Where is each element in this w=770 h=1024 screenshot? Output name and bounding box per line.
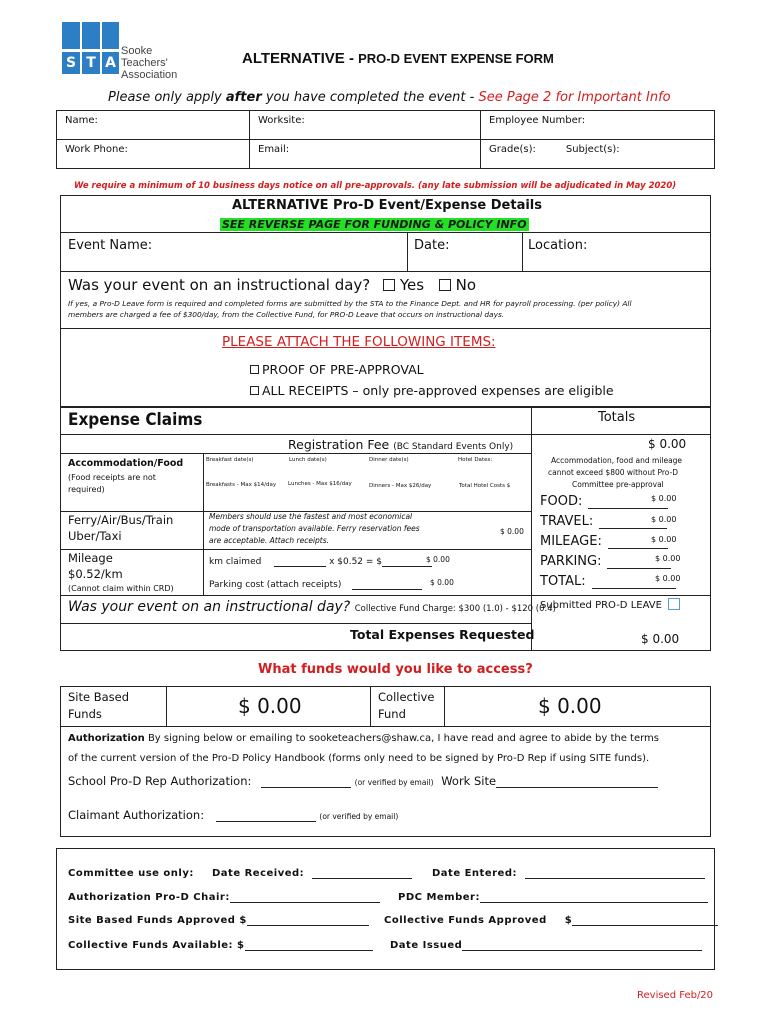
travel-total bbox=[540, 514, 667, 529]
work-phone-label: Work Phone: bbox=[65, 144, 128, 155]
worksite-label: Worksite: bbox=[258, 115, 305, 126]
claimant-signature[interactable] bbox=[216, 821, 316, 822]
no-checkbox[interactable] bbox=[439, 279, 451, 291]
verified-note-2: (or verified by email) bbox=[319, 812, 399, 821]
chair-row bbox=[68, 892, 380, 903]
km-value[interactable]: $ 0.00 bbox=[426, 555, 450, 564]
title-main: ALTERNATIVE bbox=[242, 50, 345, 67]
collective-approved-dollar: $ bbox=[564, 915, 573, 926]
accom-note-1: (Food receipts are not bbox=[68, 473, 156, 482]
total-label: TOTAL: bbox=[540, 574, 586, 589]
food-line bbox=[588, 508, 668, 509]
claims-line-reg bbox=[60, 434, 711, 435]
chair-label: Authorization Pro-D Chair: bbox=[68, 892, 230, 903]
logo-top-block bbox=[62, 22, 119, 49]
receipts-checkbox[interactable] bbox=[250, 386, 259, 395]
site-approved-input[interactable] bbox=[247, 925, 369, 926]
location-label[interactable]: Location: bbox=[528, 238, 588, 253]
school-rep-label: School Pro-D Rep Authorization: bbox=[68, 774, 252, 788]
date-received-label: Date Received: bbox=[212, 868, 305, 879]
accom-policy-3: Committee pre-approval bbox=[572, 480, 664, 489]
subtitle-bold: after bbox=[225, 90, 262, 105]
date-received-input[interactable] bbox=[312, 878, 412, 879]
mileage-vdivider bbox=[203, 549, 204, 595]
work-phone-field[interactable] bbox=[57, 140, 250, 169]
funds-vdivider-3 bbox=[444, 686, 445, 727]
submitted-leave bbox=[540, 598, 680, 611]
pdc-member-input[interactable] bbox=[480, 902, 708, 903]
subtitle-link: See Page 2 for Important Info bbox=[478, 90, 671, 105]
km-amount-input[interactable] bbox=[382, 566, 432, 567]
total-requested-value[interactable]: $ 0.00 bbox=[641, 632, 680, 646]
hotel-dates[interactable]: Hotel Dates: bbox=[458, 457, 493, 463]
name-label: Name: bbox=[65, 115, 98, 126]
date-issued-label: Date Issued bbox=[390, 940, 463, 951]
grades-label: Grade(s): bbox=[489, 144, 536, 155]
school-rep-row bbox=[68, 774, 658, 788]
collective-label-1: Collective bbox=[378, 690, 435, 704]
collective-approved-label: Collective Funds Approved bbox=[384, 915, 547, 926]
verified-note-1: (or verified by email) bbox=[354, 778, 434, 787]
claims-line-q2 bbox=[60, 595, 711, 596]
yes-checkbox[interactable] bbox=[383, 279, 395, 291]
proof-checkbox[interactable] bbox=[250, 365, 259, 374]
logo-letter-s: S bbox=[62, 52, 80, 74]
parking-cost-input[interactable] bbox=[352, 589, 422, 590]
mileage-total-value[interactable]: $ 0.00 bbox=[651, 535, 677, 544]
funds-vdivider-1 bbox=[166, 686, 167, 727]
travel-line bbox=[599, 528, 667, 529]
instructional-note-1: If yes, a Pro-D Leave form is required and completed forms are submitted by the STA to the Finance Dept. and HR for payroll processing. (per policy) All bbox=[68, 299, 632, 308]
date-entered bbox=[432, 868, 705, 879]
committee-use-only: Committee use only: bbox=[68, 868, 194, 879]
pdc-member-label: PDC Member: bbox=[398, 892, 480, 903]
mileage-label-3: (Cannot claim within CRD) bbox=[68, 584, 174, 593]
mileage-label-1: Mileage bbox=[68, 551, 113, 565]
total-requested-label: Total Expenses Requested bbox=[350, 627, 535, 642]
date-issued-input[interactable] bbox=[462, 950, 702, 951]
attach-heading: PLEASE ATTACH THE FOLLOWING ITEMS: bbox=[222, 334, 496, 350]
date-entered-label: Date Entered: bbox=[432, 868, 517, 879]
transport-vdivider bbox=[203, 511, 204, 549]
grade-subject-field[interactable] bbox=[481, 140, 715, 169]
info-table bbox=[56, 110, 715, 169]
logo-org-name bbox=[121, 45, 177, 81]
instructional-question-2-text: Was your event on an instructional day? bbox=[68, 599, 351, 615]
pdc-member-row bbox=[398, 892, 708, 903]
parking-total-label: PARKING: bbox=[540, 554, 602, 569]
attach-item-1 bbox=[250, 362, 424, 377]
travel-label: TRAVEL: bbox=[540, 514, 594, 529]
mileage-total bbox=[540, 534, 668, 549]
mileage-total-label: MILEAGE: bbox=[540, 534, 602, 549]
claims-heading: Expense Claims bbox=[68, 410, 203, 430]
date-issued-row bbox=[390, 940, 702, 951]
details-vdivider-1 bbox=[407, 232, 408, 271]
breakfast-date[interactable]: Breakfast date(s) bbox=[206, 457, 254, 463]
name-field[interactable] bbox=[57, 111, 250, 140]
logo-line-2: Teachers' bbox=[121, 57, 168, 69]
subtitle bbox=[108, 90, 671, 105]
submitted-leave-checkbox[interactable] bbox=[668, 598, 680, 610]
collective-available-row bbox=[68, 940, 373, 951]
breakfasts-max[interactable]: Breakfasts - Max $14/day bbox=[206, 482, 277, 488]
subjects-label: Subject(s): bbox=[565, 144, 620, 155]
registration-fee-label: Registration Fee bbox=[288, 437, 390, 452]
collective-approved-input[interactable] bbox=[572, 925, 718, 926]
details-vdivider-2 bbox=[522, 232, 523, 271]
auth-bold: Authorization bbox=[68, 733, 145, 744]
total-line bbox=[592, 588, 676, 589]
auth-line-1 bbox=[68, 733, 659, 744]
attach-item-2-text: ALL RECEIPTS – only pre-approved expenses are eligible bbox=[262, 383, 614, 398]
claims-line-mileage bbox=[60, 549, 531, 550]
email-label: Email: bbox=[258, 144, 290, 155]
yes-label: Yes bbox=[399, 276, 425, 294]
event-name-label[interactable]: Event Name: bbox=[68, 238, 153, 253]
accom-policy-2: cannot exceed $800 without Pro-D bbox=[548, 468, 678, 477]
parking-total bbox=[540, 554, 671, 569]
details-divider-1 bbox=[60, 232, 711, 233]
logo-letter-a: A bbox=[102, 52, 119, 74]
date-received bbox=[212, 868, 412, 879]
claimant-label: Claimant Authorization: bbox=[68, 808, 205, 822]
logo-line-3: Association bbox=[121, 69, 178, 81]
subtitle-pre: Please only apply bbox=[108, 90, 226, 105]
school-rep-signature[interactable] bbox=[261, 787, 351, 788]
auth-line-1-text: By signing below or emailing to sooketeachers@shaw.ca, I have read and agree to abide by the terms bbox=[144, 733, 659, 744]
accom-note-2: required) bbox=[68, 485, 105, 494]
instructional-question-text: Was your event on an instructional day? bbox=[68, 276, 371, 294]
collective-available-label: Collective Funds Available: $ bbox=[68, 940, 245, 951]
food-value[interactable]: $ 0.00 bbox=[651, 494, 677, 503]
transport-label-2: Uber/Taxi bbox=[68, 529, 122, 543]
date-label[interactable]: Date: bbox=[414, 238, 450, 253]
claims-line-total bbox=[60, 623, 531, 624]
km-row bbox=[209, 557, 432, 567]
work-site-input[interactable] bbox=[496, 787, 658, 788]
parking-row bbox=[209, 580, 422, 590]
transport-value[interactable]: $ 0.00 bbox=[500, 527, 524, 536]
site-label-2: Funds bbox=[68, 707, 102, 721]
page-title bbox=[242, 50, 554, 68]
site-approved-row bbox=[68, 915, 369, 926]
collective-available-input[interactable] bbox=[245, 950, 373, 951]
grand-total-value[interactable]: $ 0.00 bbox=[655, 574, 681, 583]
email-field[interactable] bbox=[250, 140, 481, 169]
claims-top-line bbox=[60, 407, 711, 408]
logo-line-1: Sooke bbox=[121, 45, 153, 57]
funds-vdivider-2 bbox=[370, 686, 371, 727]
attach-item-2 bbox=[250, 383, 614, 398]
attach-item-1-text: PROOF OF PRE-APPROVAL bbox=[262, 362, 424, 377]
subtitle-mid: you have completed the event - bbox=[261, 90, 479, 105]
registration-fee bbox=[288, 437, 513, 452]
submitted-leave-label: Submitted PRO-D LEAVE bbox=[540, 600, 662, 611]
dinners-max[interactable]: Dinners - Max $26/day bbox=[369, 483, 432, 489]
details-box bbox=[60, 195, 711, 329]
lunches-max[interactable]: Lunches - Max $16/day bbox=[288, 481, 352, 487]
parking-line bbox=[607, 568, 671, 569]
km-rate-label: x $0.52 = $ bbox=[329, 557, 383, 567]
instructional-note-2: members are charged a fee of $300/day, from the Collective Fund, for PRO-D Leave that occurs on instructional days. bbox=[68, 310, 505, 319]
accom-policy-1: Accommodation, food and mileage bbox=[551, 456, 683, 465]
food-label: FOOD: bbox=[540, 494, 583, 509]
claimant-row bbox=[68, 808, 398, 822]
site-label-1: Site Based bbox=[68, 690, 130, 704]
instructional-question bbox=[68, 276, 476, 294]
work-site-label: Work Site bbox=[441, 774, 497, 788]
registration-total[interactable]: $ 0.00 bbox=[648, 437, 687, 451]
no-label: No bbox=[455, 276, 477, 294]
logo-bar-2 bbox=[100, 22, 102, 49]
transport-note-1: Members should use the fastest and most economical bbox=[209, 512, 413, 521]
claims-line-accom bbox=[60, 453, 531, 454]
collective-value[interactable]: $ 0.00 bbox=[538, 694, 602, 718]
title-rest: PRO-D EVENT EXPENSE FORM bbox=[358, 51, 554, 66]
worksite-field[interactable] bbox=[250, 111, 481, 140]
accom-vdivider bbox=[203, 453, 204, 511]
logo-letter-t: T bbox=[82, 52, 100, 74]
food-total bbox=[540, 494, 668, 509]
mileage-line bbox=[608, 548, 668, 549]
dinner-date[interactable]: Dinner date(s) bbox=[369, 457, 409, 463]
parking-total-value[interactable]: $ 0.00 bbox=[655, 554, 681, 563]
site-approved-label: Site Based Funds Approved $ bbox=[68, 915, 247, 926]
totals-vdivider-top bbox=[531, 407, 532, 434]
collective-charge: Collective Fund Charge: $300 (1.0) - $120 (0.4) bbox=[354, 604, 556, 614]
lunch-date[interactable]: Lunch date(s) bbox=[289, 457, 327, 463]
km-claimed-label: km claimed bbox=[209, 557, 262, 567]
totals-heading: Totals bbox=[598, 410, 636, 425]
transport-note-3: are acceptable. Attach receipts. bbox=[209, 536, 330, 545]
details-divider-2 bbox=[60, 271, 711, 272]
mileage-label-2: $0.52/km bbox=[68, 567, 123, 581]
auth-line-2: of the current version of the Pro-D Policy Handbook (forms only need to be signed by Pro-D Rep if using SITE funds). bbox=[68, 753, 650, 764]
accom-title: Accommodation/Food bbox=[68, 458, 184, 469]
employee-number-label: Employee Number: bbox=[489, 115, 586, 126]
km-claimed-input[interactable] bbox=[274, 566, 326, 567]
totals-vdivider bbox=[531, 434, 532, 651]
site-value[interactable]: $ 0.00 bbox=[238, 694, 302, 718]
committee-box bbox=[56, 848, 715, 970]
instructional-question-2 bbox=[68, 599, 556, 615]
collective-label-2: Fund bbox=[378, 707, 406, 721]
parking-cost-label: Parking cost (attach receipts) bbox=[209, 580, 342, 590]
details-heading: ALTERNATIVE Pro-D Event/Expense Details bbox=[232, 198, 542, 213]
revised-note: Revised Feb/20 bbox=[637, 990, 714, 1001]
reverse-page-note: SEE REVERSE PAGE FOR FUNDING & POLICY INFO bbox=[222, 218, 527, 231]
employee-number-field[interactable] bbox=[481, 111, 715, 140]
notice-text: We require a minimum of 10 business days notice on all pre-approvals. (any late submission will be adjudicated in May 2020) bbox=[74, 181, 677, 191]
registration-note: (BC Standard Events Only) bbox=[393, 442, 514, 452]
title-dash: - bbox=[344, 50, 359, 67]
travel-value[interactable]: $ 0.00 bbox=[651, 515, 677, 524]
transport-label-1: Ferry/Air/Bus/Train bbox=[68, 513, 174, 527]
chair-input[interactable] bbox=[230, 902, 380, 903]
transport-note-2: mode of transportation available. Ferry reservation fees bbox=[209, 524, 420, 533]
funds-question: What funds would you like to access? bbox=[258, 662, 533, 677]
hotel-costs[interactable]: Total Hotel Costs $ bbox=[459, 483, 511, 489]
logo-bar bbox=[80, 22, 82, 49]
parking-value[interactable]: $ 0.00 bbox=[430, 578, 454, 587]
date-entered-input[interactable] bbox=[525, 878, 705, 879]
collective-approved-row bbox=[384, 915, 718, 926]
